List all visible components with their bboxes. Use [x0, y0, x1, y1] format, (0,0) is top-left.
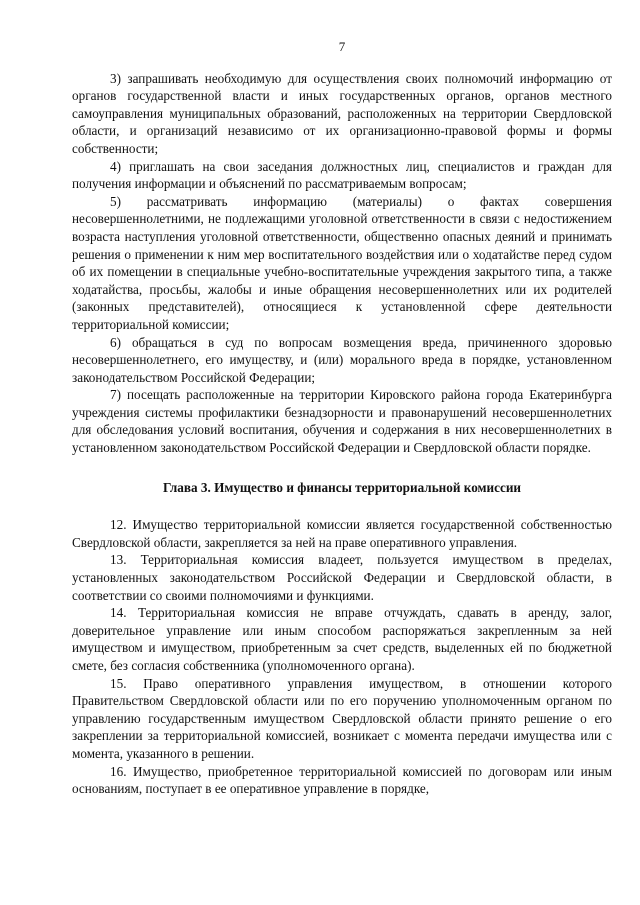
page-number: 7 — [338, 39, 346, 54]
paragraph-item-6: 6) обращаться в суд по вопросам возмещения вреда, причиненного здоровью несовершеннолетнего, его имуществу, и (или) морального вреда в порядке, установленном законодательством Российской Федерации; — [72, 334, 612, 385]
paragraph-item-5: 5) рассматривать информацию (материалы) о фактах совершения несовершеннолетними, не подлежащими уголовной ответственности в связи с недостижением возраста наступления уголовной ответственности, общественно опасных деяний и принимать решения о применении к ним мер воспитательного воздействия или о ходатайстве перед судом об их помещении в специальные учебно-воспитательные учреждения закрытого типа, а также ходатайства, просьбы, жалобы и иные обращения несовершеннолетних или их родителей (законных представителей), относящиеся к установленной сфере деятельности территориальной комиссии; — [72, 193, 612, 332]
paragraph-13: 13. Территориальная комиссия владеет, пользуется имуществом в пределах, установленных законодательством Российской Федерации и Свердловской области, в соответствии со своими полномочиями и функциями. — [72, 552, 612, 603]
paragraph-12: 12. Имущество территориальной комиссии является государственной собственностью Свердловской области, закрепляется за ней на праве оперативного управления. — [72, 517, 612, 550]
chapter-heading: Глава 3. Имущество и финансы территориальной комиссии — [162, 479, 522, 495]
paragraph-16: 16. Имущество, приобретенное территориальной комиссией по договорам или иным основаниям, поступает в ее оперативное управление в порядке, — [72, 763, 612, 797]
paragraph-item-7: 7) посещать расположенные на территории Кировского района города Екатеринбурга учреждения системы профилактики безнадзорности и правонарушений несовершеннолетних для обследования условий воспитания, обучения и содержания в них несовершеннолетних в установленном законодательством Российской Федерации и Свердловской области порядке. — [72, 387, 612, 456]
paragraph-item-4: 4) приглашать на свои заседания должностных лиц, специалистов и граждан для получения информации и объяснений по рассматриваемым вопросам; — [72, 158, 612, 192]
paragraph-14: 14. Территориальная комиссия не вправе отчуждать, сдавать в аренду, залог, доверительное управление или иным способом распоряжаться закрепленным за ней имуществом и имуществом, приобретенным за счет средств, выделенных ей по бюджетной смете, без согласия собственника (уполномоченного органа). — [72, 605, 612, 673]
paragraph-item-3: 3) запрашивать необходимую для осуществления своих полномочий информацию от органов государственной власти и иных государственных органов, органов местного самоуправления муниципальных образований, расположенных на территории Свердловской области, и организаций независимо от их организационно-правовой формы и формы собственности; — [72, 70, 612, 156]
paragraph-15: 15. Право оперативного управления имуществом, в отношении которого Правительством Свердловской области или по его поручению уполномоченным органом по управлению государственным имуществом Свердловской области принято решение о его закреплении за территориальной комиссией, возникает с момента передачи имущества или с момента, указанного в решении. — [72, 675, 612, 761]
